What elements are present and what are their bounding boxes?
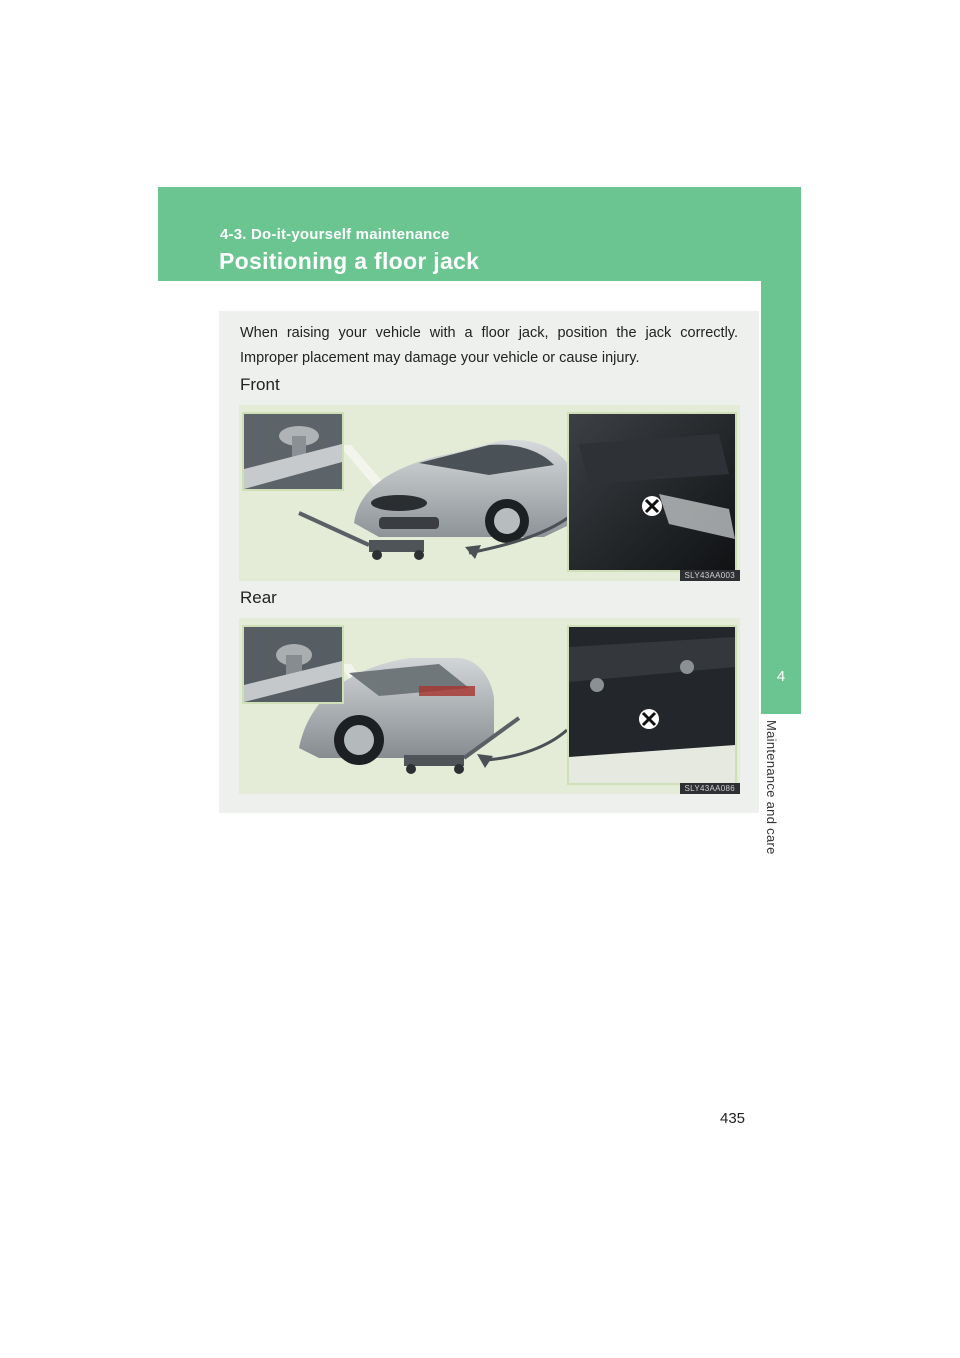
section-label: 4-3. Do-it-yourself maintenance <box>220 226 450 243</box>
rear-jack-illustration <box>239 618 740 794</box>
chapter-number: 4 <box>776 668 786 685</box>
chapter-title: Maintenance and care <box>764 720 779 855</box>
front-figure-code: SLY43AA003 <box>680 570 740 581</box>
front-jack-closeup <box>242 412 344 491</box>
rear-heading: Rear <box>240 588 277 607</box>
page-number: 435 <box>720 1110 746 1127</box>
intro-text: When raising your vehicle with a floor jack, position the jack correctly. Improper placement may damage your vehicle or cause injury. <box>240 325 738 366</box>
chapter-title-vertical <box>764 720 798 880</box>
rear-figure-code: SLY43AA086 <box>680 783 740 794</box>
chapter-tab <box>761 281 801 714</box>
front-jack-illustration <box>239 405 740 581</box>
front-jack-point-closeup <box>567 412 737 572</box>
front-heading: Front <box>240 375 280 394</box>
rear-jack-closeup <box>242 625 344 704</box>
rear-jack-point-closeup <box>567 625 737 785</box>
page-title: Positioning a floor jack <box>219 248 480 274</box>
